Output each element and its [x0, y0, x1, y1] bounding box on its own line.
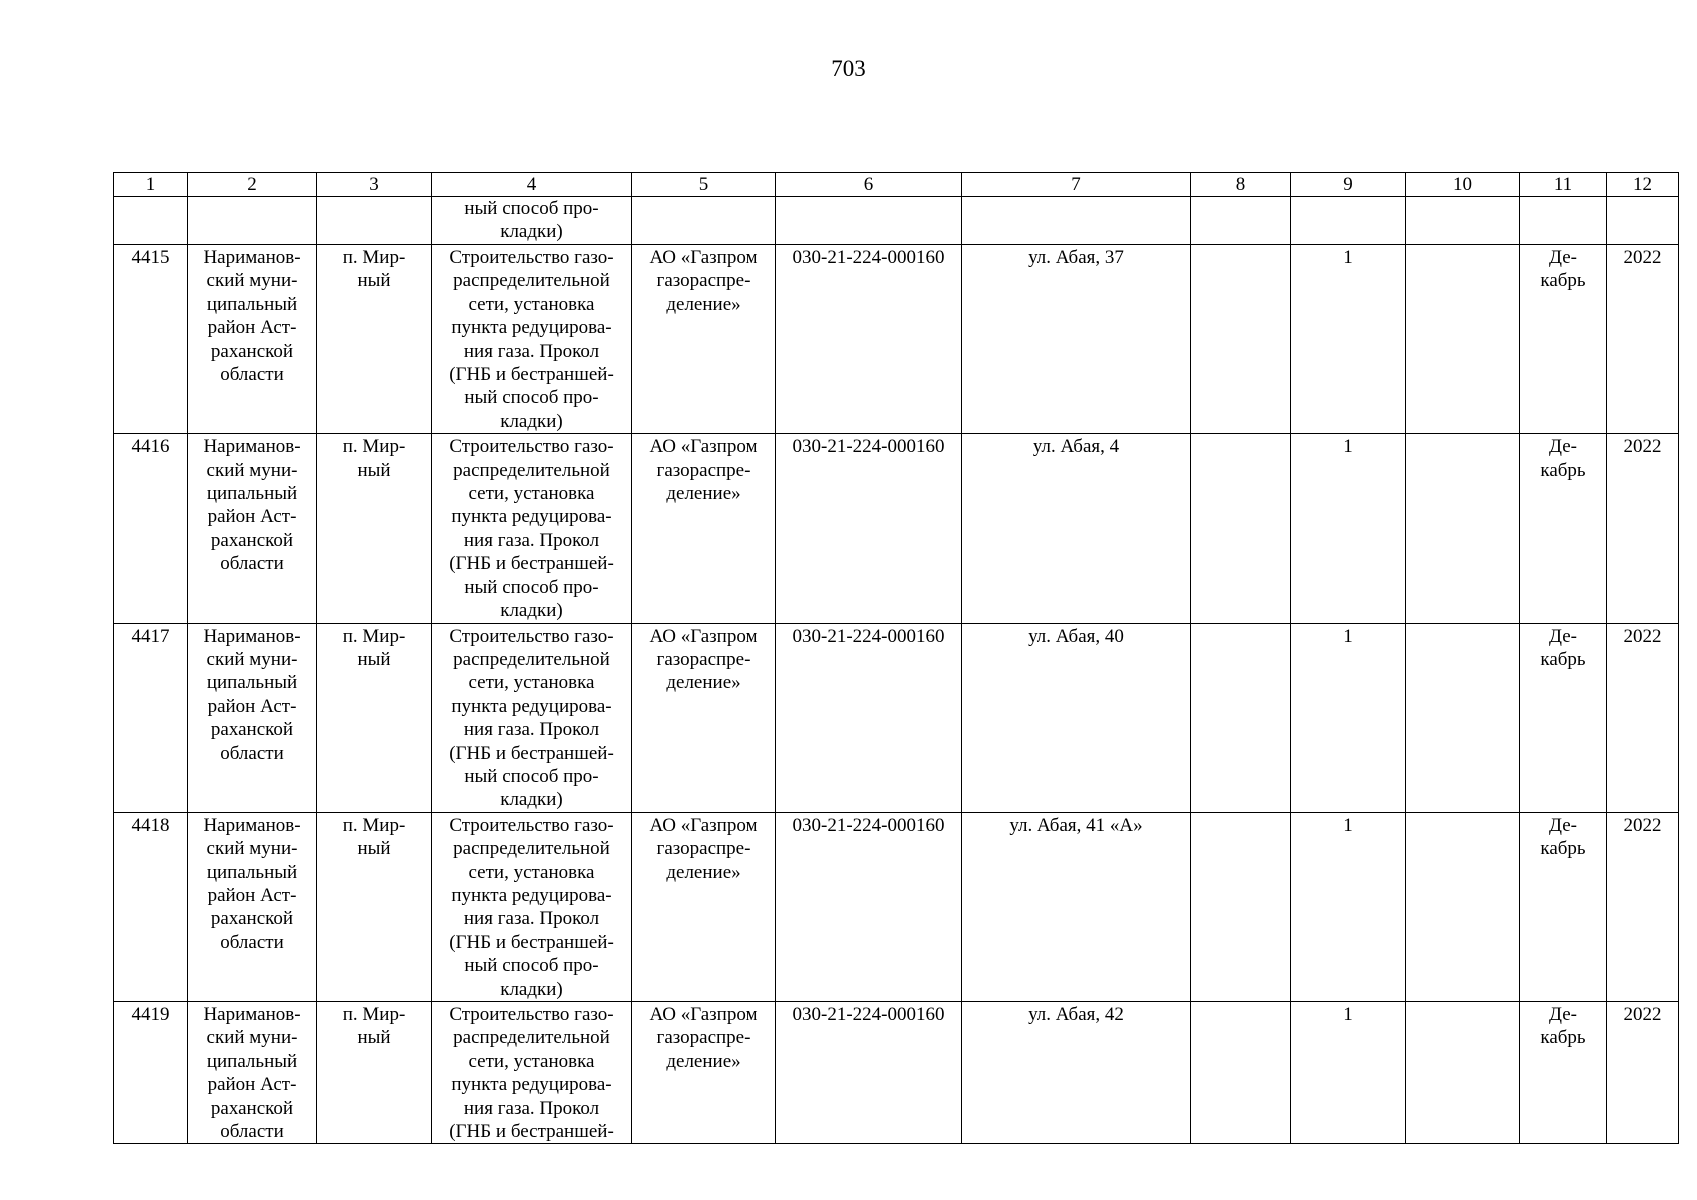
table-row — [114, 1002, 1679, 1144]
settlement-cell: п. Мир- ный — [317, 434, 432, 623]
document-table — [113, 172, 1679, 1144]
district-cell: Нариманов- ский муни- ципальный район Аст- раханской области — [188, 245, 317, 434]
table-cell — [1607, 197, 1679, 245]
table-row — [114, 812, 1679, 1001]
address-cell: ул. Абая, 41 «А» — [962, 812, 1191, 1001]
table-cell-work: ный способ про- кладки) — [432, 197, 632, 245]
district-cell: Нариманов- ский муни- ципальный район Аст- раханской области — [188, 623, 317, 812]
org-cell: АО «Газпром газораспре- деление» — [632, 623, 776, 812]
column-header: 12 — [1607, 173, 1679, 197]
col10-cell — [1406, 1002, 1520, 1144]
row-number: 4416 — [114, 434, 188, 623]
qty-cell: 1 — [1291, 812, 1406, 1001]
column-header: 2 — [188, 173, 317, 197]
district-cell: Нариманов- ский муни- ципальный район Аст- раханской области — [188, 434, 317, 623]
table-cell — [114, 197, 188, 245]
row-number: 4419 — [114, 1002, 188, 1144]
code-cell: 030-21-224-000160 — [776, 1002, 962, 1144]
col10-cell — [1406, 245, 1520, 434]
work-cell: Строительство газо- распределительной сети, установка пункта редуцирова- ния газа. Прокол (ГНБ и бестраншей- ный способ про- кладки) — [432, 245, 632, 434]
header-row — [114, 173, 1679, 197]
settlement-cell: п. Мир- ный — [317, 623, 432, 812]
month-cell: Де- кабрь — [1520, 434, 1607, 623]
table-cell — [1520, 197, 1607, 245]
year-cell: 2022 — [1607, 245, 1679, 434]
column-header: 5 — [632, 173, 776, 197]
month-cell: Де- кабрь — [1520, 245, 1607, 434]
org-cell: АО «Газпром газораспре- деление» — [632, 245, 776, 434]
qty-cell: 1 — [1291, 434, 1406, 623]
column-header: 8 — [1191, 173, 1291, 197]
col8-cell — [1191, 623, 1291, 812]
col10-cell — [1406, 434, 1520, 623]
year-cell: 2022 — [1607, 434, 1679, 623]
table-cell — [317, 197, 432, 245]
row-number: 4418 — [114, 812, 188, 1001]
column-header: 1 — [114, 173, 188, 197]
year-cell: 2022 — [1607, 623, 1679, 812]
address-cell: ул. Абая, 42 — [962, 1002, 1191, 1144]
work-cell: Строительство газо- распределительной сети, установка пункта редуцирова- ния газа. Прокол (ГНБ и бестраншей- ный способ про- кладки) — [432, 623, 632, 812]
table-cell — [1406, 197, 1520, 245]
settlement-cell: п. Мир- ный — [317, 1002, 432, 1144]
district-cell: Нариманов- ский муни- ципальный район Аст- раханской области — [188, 1002, 317, 1144]
year-cell: 2022 — [1607, 812, 1679, 1001]
address-cell: ул. Абая, 4 — [962, 434, 1191, 623]
code-cell: 030-21-224-000160 — [776, 434, 962, 623]
address-cell: ул. Абая, 37 — [962, 245, 1191, 434]
table-cell — [1191, 197, 1291, 245]
settlement-cell: п. Мир- ный — [317, 245, 432, 434]
code-cell: 030-21-224-000160 — [776, 623, 962, 812]
table-row — [114, 623, 1679, 812]
column-header: 7 — [962, 173, 1191, 197]
year-cell: 2022 — [1607, 1002, 1679, 1144]
qty-cell: 1 — [1291, 245, 1406, 434]
month-cell: Де- кабрь — [1520, 623, 1607, 812]
org-cell: АО «Газпром газораспре- деление» — [632, 1002, 776, 1144]
table-row — [114, 245, 1679, 434]
column-header: 6 — [776, 173, 962, 197]
col8-cell — [1191, 1002, 1291, 1144]
column-header: 10 — [1406, 173, 1520, 197]
table-cell — [776, 197, 962, 245]
table-row-continuation — [114, 197, 1679, 245]
column-header: 11 — [1520, 173, 1607, 197]
qty-cell: 1 — [1291, 1002, 1406, 1144]
column-header: 3 — [317, 173, 432, 197]
row-number: 4415 — [114, 245, 188, 434]
row-number: 4417 — [114, 623, 188, 812]
work-cell: Строительство газо- распределительной сети, установка пункта редуцирова- ния газа. Прокол (ГНБ и бестраншей- — [432, 1002, 632, 1144]
month-cell: Де- кабрь — [1520, 812, 1607, 1001]
page-number: 703 — [831, 56, 866, 81]
column-header: 4 — [432, 173, 632, 197]
qty-cell: 1 — [1291, 623, 1406, 812]
code-cell: 030-21-224-000160 — [776, 245, 962, 434]
work-cell: Строительство газо- распределительной сети, установка пункта редуцирова- ния газа. Прокол (ГНБ и бестраншей- ный способ про- кладки) — [432, 812, 632, 1001]
month-cell: Де- кабрь — [1520, 1002, 1607, 1144]
table-cell — [962, 197, 1191, 245]
address-cell: ул. Абая, 40 — [962, 623, 1191, 812]
col8-cell — [1191, 434, 1291, 623]
table-cell — [188, 197, 317, 245]
table-cell — [1291, 197, 1406, 245]
district-cell: Нариманов- ский муни- ципальный район Аст- раханской области — [188, 812, 317, 1001]
table-row — [114, 434, 1679, 623]
col10-cell — [1406, 623, 1520, 812]
org-cell: АО «Газпром газораспре- деление» — [632, 434, 776, 623]
column-header: 9 — [1291, 173, 1406, 197]
col10-cell — [1406, 812, 1520, 1001]
col8-cell — [1191, 245, 1291, 434]
table-cell — [632, 197, 776, 245]
col8-cell — [1191, 812, 1291, 1001]
work-cell: Строительство газо- распределительной сети, установка пункта редуцирова- ния газа. Прокол (ГНБ и бестраншей- ный способ про- кладки) — [432, 434, 632, 623]
org-cell: АО «Газпром газораспре- деление» — [632, 812, 776, 1001]
settlement-cell: п. Мир- ный — [317, 812, 432, 1001]
code-cell: 030-21-224-000160 — [776, 812, 962, 1001]
